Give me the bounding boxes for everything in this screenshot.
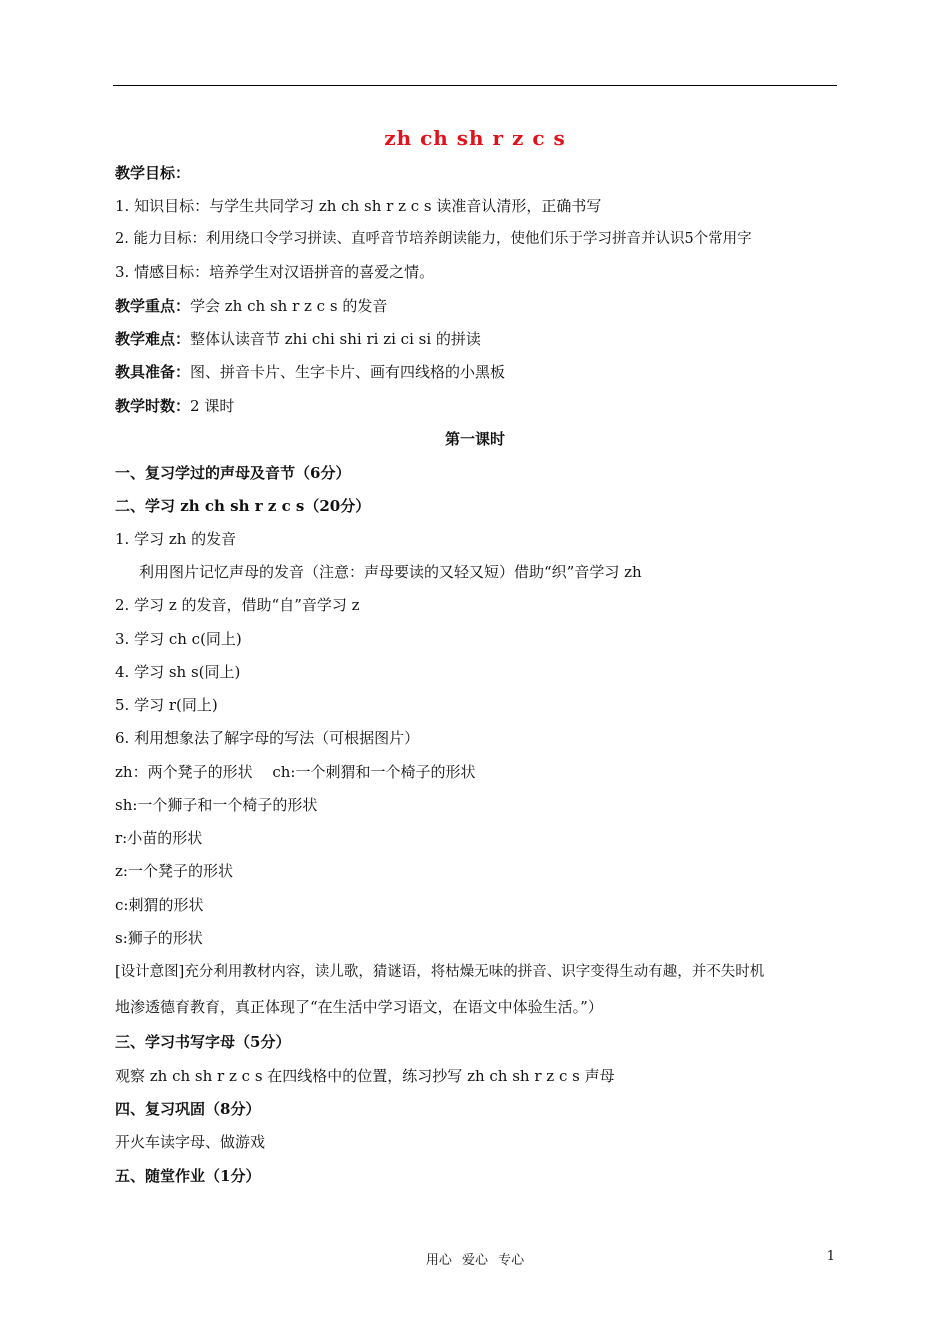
section-text: 开火车读字母、做游戏: [115, 1133, 266, 1151]
objective-item: 1. 知识目标：与学生共同学习 zh ch sh r z c s 读准音认清形，正确书写: [115, 197, 602, 215]
header-rule: [113, 85, 837, 86]
shape-item: z:一个凳子的形状: [115, 862, 233, 880]
hours: [115, 396, 234, 416]
section-heading: 三、学习书写字母（5分）: [115, 1033, 291, 1051]
step-item: 1. 学习 zh 的发音: [115, 530, 237, 548]
key-point-text: 学会 zh ch sh r z c s 的发音: [190, 297, 388, 315]
shape-item: c:刺猬的形状: [115, 896, 204, 914]
materials-text: 图、拼音卡片、生字卡片、画有四线格的小黑板: [190, 363, 506, 381]
step-item: 2. 学习 z 的发音，借助“自”音学习 z: [115, 596, 360, 614]
difficulty-label: 教学难点：: [115, 330, 191, 348]
footer-text: 用心 爱心 专心: [425, 1253, 525, 1268]
objective-item: 2. 能力目标：利用绕口令学习拼读、直呼音节培养朗读能力，使他们乐于学习拼音并认识5个常用字: [115, 231, 752, 247]
materials-label: 教具准备：: [115, 363, 191, 381]
step-item: 5. 学习 r(同上): [115, 696, 218, 714]
lesson-heading: 第一课时: [444, 430, 505, 448]
difficulty-text: 整体认读音节 zhi chi shi ri zi ci si 的拼读: [190, 330, 481, 348]
key-point-label: 教学重点：: [115, 297, 191, 315]
objectives-heading: 教学目标：: [115, 164, 191, 182]
shape-item: sh:一个狮子和一个椅子的形状: [115, 796, 318, 814]
design-intent: 地渗透德育教育，真正体现了“在生活中学习语文，在语文中体验生活。”）: [115, 998, 603, 1016]
document-title: zh ch sh r z c s: [384, 126, 566, 150]
materials: [115, 362, 505, 382]
design-intent: [设计意图]充分利用教材内容，读儿歌，猜谜语，将枯燥无味的拼音、识字变得生动有趣，并不失时机: [115, 964, 765, 980]
hours-text: 2 课时: [190, 397, 235, 415]
section-text: 观察 zh ch sh r z c s 在四线格中的位置，练习抄写 zh ch sh r z c s 声母: [115, 1067, 615, 1085]
step-item: 3. 学习 ch c(同上): [115, 630, 242, 648]
shape-item: r:小苗的形状: [115, 829, 203, 847]
shape-item: s:狮子的形状: [115, 929, 203, 947]
section-heading: 五、随堂作业（1分）: [115, 1167, 261, 1185]
hours-label: 教学时数：: [115, 397, 191, 415]
step-item: 4. 学习 sh s(同上): [115, 663, 241, 681]
section-heading: 二、学习 zh ch sh r z c s（20分）: [115, 497, 371, 515]
step-item: 利用图片记忆声母的发音（注意：声母要读的又轻又短）借助“织”音学习 zh: [139, 563, 642, 581]
shape-item: zh：两个凳子的形状 ch:一个刺猬和一个椅子的形状: [115, 763, 476, 781]
key-point: [115, 296, 387, 316]
section-heading: 四、复习巩固（8分）: [115, 1100, 261, 1118]
page-number: 1: [826, 1249, 835, 1264]
difficulty: [115, 329, 481, 349]
section-heading: 一、复习学过的声母及音节（6分）: [115, 464, 351, 482]
objective-item: 3. 情感目标：培养学生对汉语拼音的喜爱之情。: [115, 263, 435, 281]
step-item: 6. 利用想象法了解字母的写法（可根据图片）: [115, 729, 420, 747]
